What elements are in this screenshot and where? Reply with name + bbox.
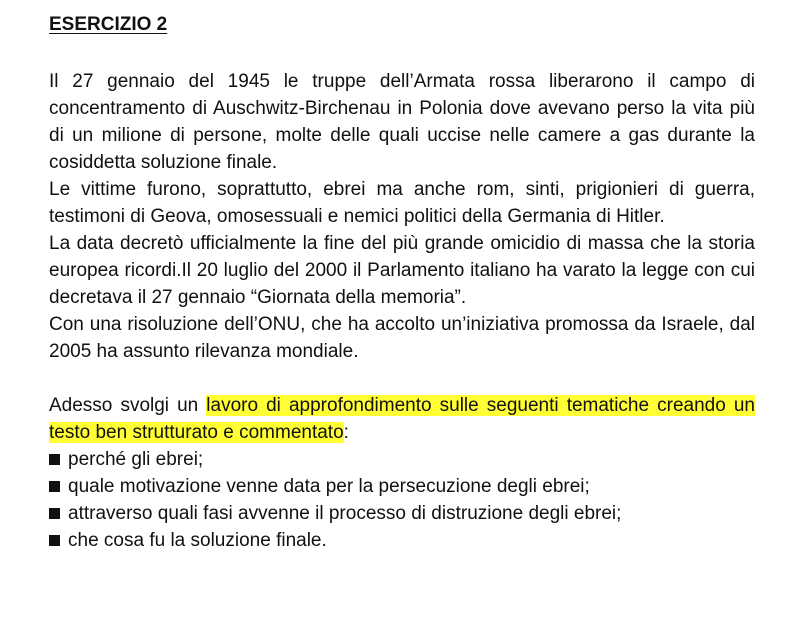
square-bullet-icon (49, 454, 60, 465)
list-item-text: quale motivazione venne data per la persecuzione degli ebrei; (68, 476, 590, 497)
list-item (49, 446, 755, 473)
task-highlighted-text: lavoro di approfondimento sulle seguenti tematiche creando un testo ben strutturato e commentato (49, 395, 756, 443)
paragraph-victims: Le vittime furono, soprattutto, ebrei ma anche rom, sinti, prigionieri di guerra, testimoni di Geova, omosessuali e nemici politici della Germania di Hitler. (49, 179, 755, 227)
square-bullet-icon (49, 508, 60, 519)
task-suffix: : (343, 422, 349, 443)
list-item-text: attraverso quali fasi avvenne il processo di distruzione degli ebrei; (68, 503, 622, 524)
square-bullet-icon (49, 481, 60, 492)
list-item-text: che cosa fu la soluzione finale. (68, 530, 327, 551)
task-instruction (49, 392, 755, 446)
list-item (49, 473, 755, 500)
list-item-text: perché gli ebrei; (68, 449, 204, 470)
square-bullet-icon (49, 535, 60, 546)
document-page (49, 10, 755, 554)
task-prefix: Adesso svolgi un (49, 395, 207, 416)
paragraph-liberation: Il 27 gennaio del 1945 le truppe dell’Armata rossa liberarono il campo di concentramento di Auschwitz-Birchenau in Polonia dove avevano perso la vita più di un milione di persone, molte delle quali uccise nelle camere a gas durante la cosiddetta soluzione finale. (49, 71, 755, 173)
intro-text (49, 68, 755, 365)
topic-list (49, 446, 755, 554)
exercise-title: ESERCIZIO 2 (49, 14, 168, 35)
paragraph-memory-day: La data decretò ufficialmente la fine del più grande omicidio di massa che la storia europea ricordi.Il 20 luglio del 2000 il Parlamento italiano ha varato la legge con cui decretava il 27 gennaio “Giornata della memoria”. (49, 233, 755, 308)
list-item (49, 527, 755, 554)
paragraph-onu: Con una risoluzione dell’ONU, che ha accolto un’iniziativa promossa da Israele, dal 2005 ha assunto rilevanza mondiale. (49, 314, 755, 362)
list-item (49, 500, 755, 527)
